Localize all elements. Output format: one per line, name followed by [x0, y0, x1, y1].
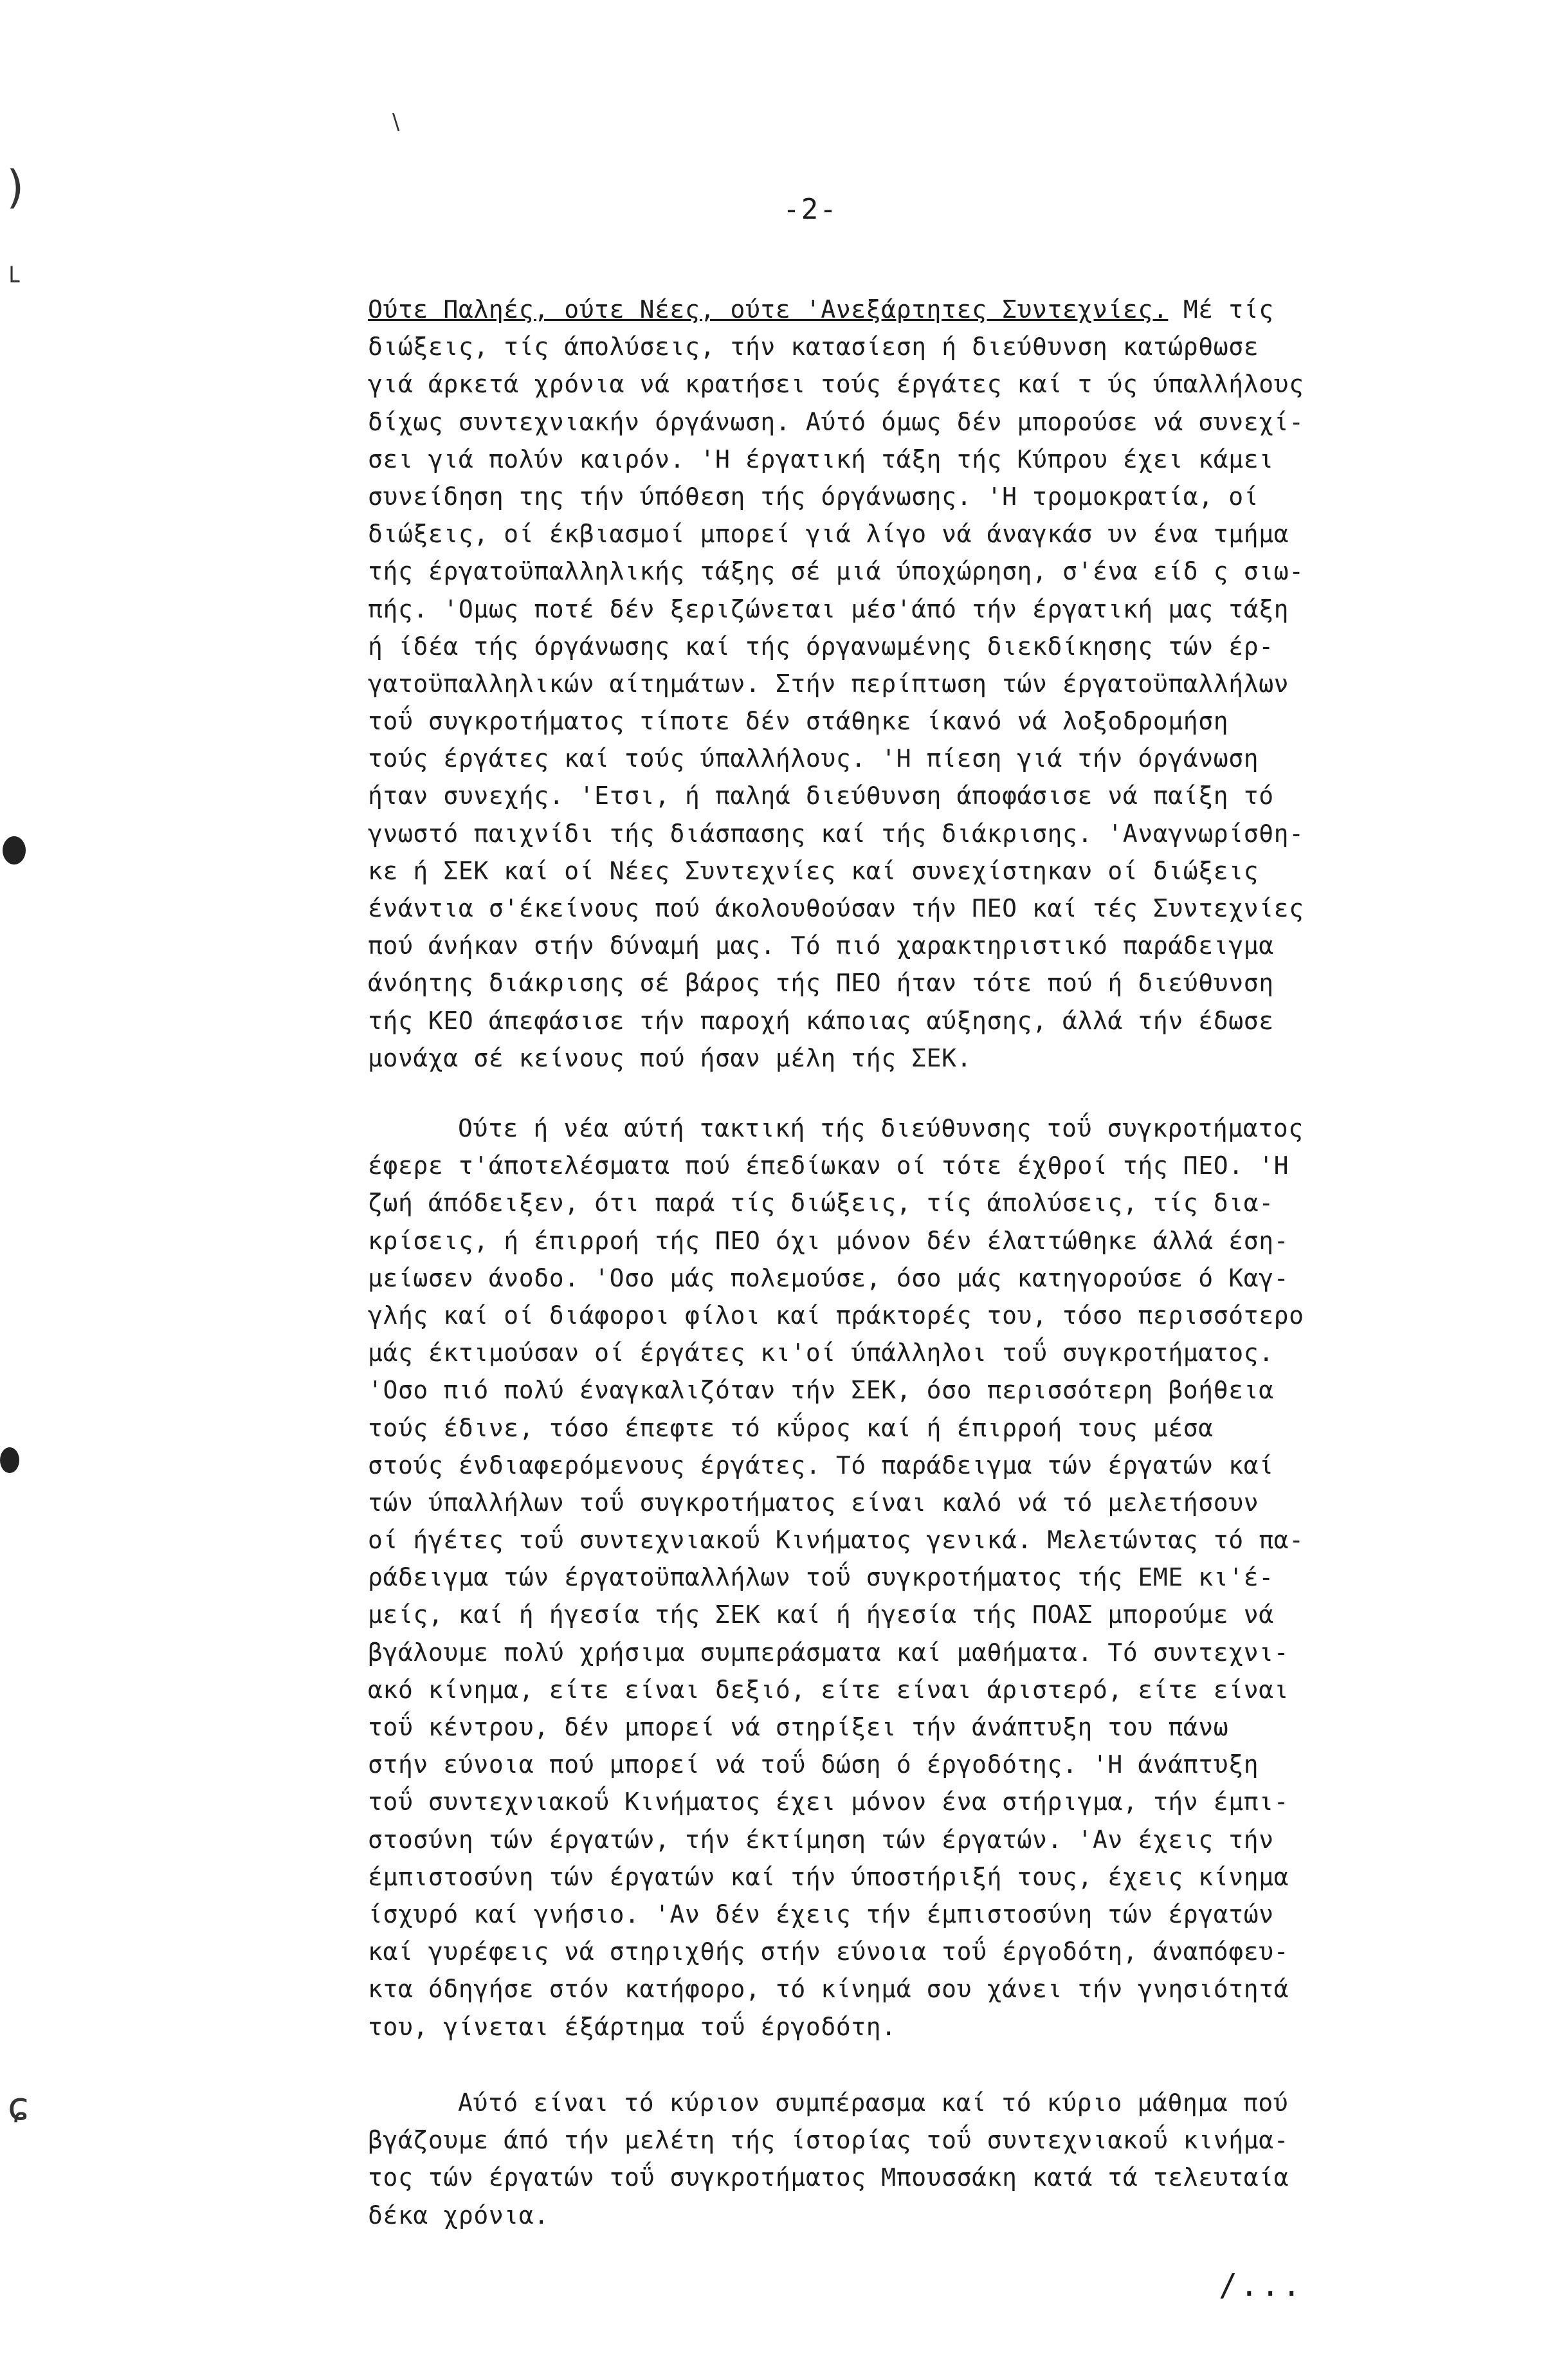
paragraph-1 — [368, 291, 1429, 1077]
text-line: κτα όδηγήσε στόν κατήφορο, τό κίνημά σου χάνει τήν γνησιότητά — [368, 1975, 1289, 2004]
text-line: οί ήγέτες τοΰ συντεχνιακοΰ Κινήματος γενικά. Μελετώντας τό πα- — [368, 1526, 1304, 1555]
text-line: ή ίδέα τής όργάνωσης καί τής όργανωμένης διεκδίκησης τών έρ- — [368, 632, 1274, 661]
text-line: καί γυρέφεις νά στηριχθής στήν εύνοια τοΰ έργοδότη, άναπόφευ- — [368, 1937, 1289, 1966]
text-line: στούς ένδιαφερόμενους έργάτες. Τό παράδειγμα τών έργατών καί — [368, 1451, 1274, 1479]
text-line: γιά άρκετά χρόνια νά κρατήσει τούς έργάτες καί τ ύς ύπαλλήλους — [368, 370, 1304, 399]
text-line: του, γίνεται έξάρτημα τοΰ έργοδότη. — [368, 2012, 897, 2041]
text-line: ράδειγμα τών έργατοϋπαλλήλων τοΰ συγκροτήματος τής ΕΜΕ κι'έ- — [368, 1563, 1274, 1592]
text-line: τών ύπαλλήλων τοΰ συγκροτήματος είναι καλό νά τό μελετήσουν — [368, 1488, 1259, 1517]
text-line: βγάζουμε άπό τήν μελέτη τής ίστορίας τοΰ συντεχνιακοΰ κινήμα- — [368, 2126, 1289, 2155]
page-number: -2- — [783, 193, 838, 226]
text-line: τούς έδινε, τόσο έπεφτε τό κΰρος καί ή έπιρροή τους μέσα — [368, 1413, 1214, 1442]
text-line: έμπιστοσύνη τών έργατών καί τήν ύποστήριξή τους, έχεις κίνημα — [368, 1862, 1289, 1891]
text-line: τής ΚΕΟ άπεφάσισε τήν παροχή κάποιας αύξησης, άλλά τήν έδωσε — [368, 1006, 1274, 1035]
continuation-mark: /... — [1219, 2267, 1304, 2303]
text-line: ίσχυρό καί γνήσιο. 'Αν δέν έχεις τήν έμπιστοσύνη τών έργατών — [368, 1899, 1274, 1928]
paragraph-3 — [368, 2084, 1429, 2234]
text-line: τούς έργάτες καί τούς ύπαλλήλους. 'Η πίεση γιά τήν όργάνωση — [368, 744, 1259, 773]
text-line: τοΰ κέντρου, δέν μπορεί νά στηρίξει τήν άνάπτυξη του πάνω — [368, 1713, 1229, 1741]
text-line: έφερε τ'άποτελέσματα πού έπεδίωκαν οί τότε έχθροί τής ΠΕΟ. 'Η — [368, 1151, 1289, 1180]
paragraph-2 — [368, 1110, 1429, 2046]
text-line: τος τών έργατών τοΰ συγκροτήματος Μπουσσάκη κατά τά τελευταία — [368, 2163, 1289, 2192]
scan-edge-mark: └ — [4, 267, 20, 297]
text-line: βγάλουμε πολύ χρήσιμα συμπεράσματα καί μαθήματα. Τό συντεχνι- — [368, 1638, 1289, 1667]
text-line: ήταν συνεχής. 'Ετσι, ή παληά διεύθυνση άποφάσισε νά παίξη τό — [368, 782, 1274, 810]
text-line: συνείδηση της τήν ύπόθεση τής όργάνωσης. 'Η τρομοκρατία, οί — [368, 482, 1259, 511]
scan-edge-mark: ɕ — [8, 2084, 29, 2129]
text-line: μείωσεν άνοδο. 'Οσο μάς πολεμούσε, όσο μάς κατηγορούσε ό Καγ- — [368, 1263, 1289, 1292]
text-line: κρίσεις, ή έπιρροή τής ΠΕΟ όχι μόνον δέν έλαττώθηκε άλλά έση- — [368, 1226, 1289, 1255]
text-line: τοΰ συντεχνιακοΰ Κινήματος έχει μόνον ένα στήριγμα, τήν έμπι- — [368, 1788, 1289, 1817]
text-line: στήν εύνοια πού μπορεί νά τοΰ δώση ό έργοδότης. 'Η άνάπτυξη — [368, 1750, 1259, 1779]
text-line: κε ή ΣΕΚ καί οί Νέες Συντεχνίες καί συνεχίστηκαν οί διώξεις — [368, 856, 1259, 885]
text-line: σει γιά πολύν καιρόν. 'Η έργατική τάξη τής Κύπρου έχει κάμει — [368, 444, 1274, 473]
text-line: ζωή άπόδειξεν, ότι παρά τίς διώξεις, τίς άπολύσεις, τίς δια- — [368, 1189, 1274, 1218]
paragraph-heading: Ούτε Παληές, ούτε Νέες, ούτε 'Ανεξάρτητες Συντεχνίες. — [368, 295, 1169, 324]
text-line: άνόητης διάκρισης σέ βάρος τής ΠΕΟ ήταν τότε πού ή διεύθυνση — [368, 969, 1274, 998]
text-line: τοΰ συγκροτήματος τίποτε δέν στάθηκε ίκανό νά λοξοδρομήση — [368, 707, 1229, 736]
text-line: Αύτό είναι τό κύριον συμπέρασμα καί τό κύριο μάθημα πού — [458, 2089, 1289, 2117]
text-line: γνωστό παιχνίδι τής διάσπασης καί τής διάκρισης. 'Αναγνωρίσθη- — [368, 819, 1304, 848]
text-line: δέκα χρόνια. — [368, 2201, 549, 2229]
text-line: μονάχα σέ κείνους πού ήσαν μέλη τής ΣΕΚ. — [368, 1043, 972, 1072]
text-line: μείς, καί ή ήγεσία τής ΣΕΚ καί ή ήγεσία τής ΠΟΑΣ μπορούμε νά — [368, 1600, 1274, 1629]
text-line: ακό κίνημα, είτε είναι δεξιό, είτε είναι άριστερό, είτε είναι — [368, 1675, 1289, 1704]
text-line: ένάντια σ'έκείνους πού άκολουθούσαν τήν ΠΕΟ καί τές Συντεχνίες — [368, 894, 1304, 922]
text-line: διώξεις, τίς άπολύσεις, τήν κατασίεση ή διεύθυνση κατώρθωσε — [368, 333, 1259, 362]
heading-line-rest: Μέ τίς — [1183, 295, 1274, 324]
scan-smudge — [3, 836, 26, 865]
scan-edge-mark: ) — [6, 161, 24, 214]
scan-edge-mark: \ — [392, 109, 400, 135]
text-line: γατοϋπαλληλικών αίτημάτων. Στήν περίπτωση τών έργατοϋπαλλήλων — [368, 669, 1289, 698]
text-line: τής έργατοϋπαλληλικής τάξης σέ μιά ύποχώρηση, σ'ένα είδ ς σιω- — [368, 557, 1304, 586]
text-line: πής. 'Ομως ποτέ δέν ξεριζώνεται μέσ'άπό τήν έργατική μας τάξη — [368, 594, 1289, 623]
text-line: 'Οσο πιό πολύ έναγκαλιζόταν τήν ΣΕΚ, όσο περισσότερη βοήθεια — [368, 1376, 1274, 1405]
text-line: πού άνήκαν στήν δύναμή μας. Τό πιό χαρακτηριστικό παράδειγμα — [368, 931, 1274, 960]
paragraph-heading-line — [368, 291, 1429, 328]
text-line: μάς έκτιμούσαν οί έργάτες κι'οί ύπάλληλοι τοΰ συγκροτήματος. — [368, 1339, 1274, 1368]
text-line: Ούτε ή νέα αύτή τακτική τής διεύθυνσης τοΰ συγκροτήματος — [458, 1114, 1304, 1142]
text-line: διώξεις, οί έκβιασμοί μπορεί γιά λίγο νά άναγκάσ υν ένα τμήμα — [368, 520, 1289, 549]
scan-smudge — [0, 1447, 19, 1473]
text-line: γλής καί οί διάφοροι φίλοι καί πράκτορές του, τόσο περισσότερο — [368, 1301, 1304, 1330]
text-line: δίχως συντεχνιακήν όργάνωση. Αύτό όμως δέν μπορούσε νά συνεχί- — [368, 407, 1304, 436]
text-line: στοσύνη τών έργατών, τήν έκτίμηση τών έργατών. 'Αν έχεις τήν — [368, 1825, 1274, 1854]
